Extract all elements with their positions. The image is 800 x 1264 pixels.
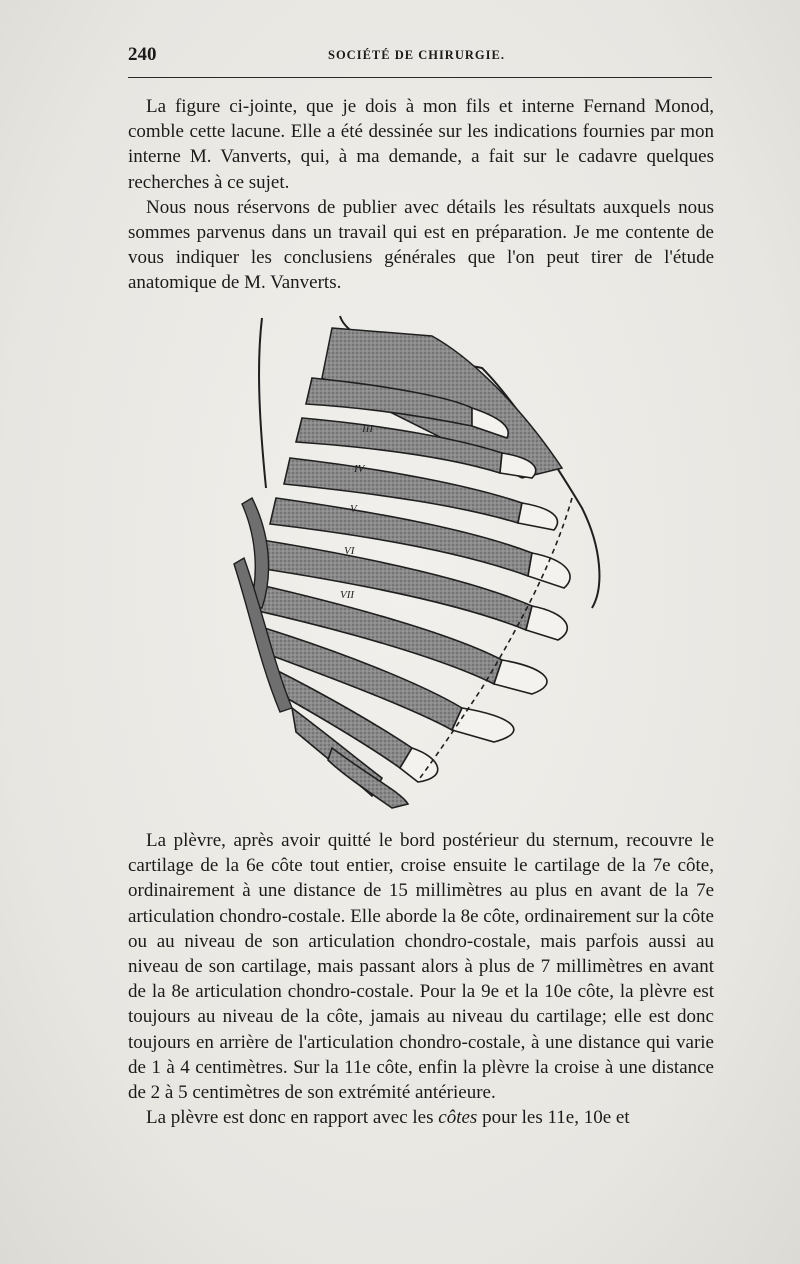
page-number: 240 xyxy=(128,44,157,65)
rib-cage-figure xyxy=(232,308,622,818)
last-line-italic: côtes xyxy=(438,1107,478,1129)
header-rule xyxy=(128,77,712,78)
text-block-top xyxy=(128,94,714,296)
rib-label: VII xyxy=(340,589,355,601)
text-block-bottom xyxy=(128,828,714,1130)
rib-cage-illustration xyxy=(232,308,622,818)
rib-label: IV xyxy=(354,463,365,475)
rib-label: VI xyxy=(344,545,355,557)
last-line-before: La plèvre est donc en rapport avec les xyxy=(146,1107,439,1129)
last-line xyxy=(128,1105,714,1130)
rib-label: V xyxy=(350,503,357,515)
rib-label: III xyxy=(362,423,373,435)
paragraph: La plèvre, après avoir quitté le bord postérieur du sternum, recouvre le cartilage de la 6e côte tout entier, croise ensuite le cartilage de la 7e côte, ordinairement à une distance de 15 millimètres au plus en avant de la 7e articulation chondro-costale. Elle aborde la 8e côte, ordinairement sur la côte ou au niveau de son articulation chondro-costale, mais parfois aussi au niveau de son cartilage, mais passant alors à plus de 7 millimètres en avant de la 8e articulation chondro-costale. Pour la 9e et la 10e côte, la plèvre est toujours au niveau de la côte, jamais au niveau du cartilage; elle est donc toujours en arrière de l'articulation chondro-costale, à une distance qui varie de 1 à 4 centimètres. Sur la 11e côte, enfin la plèvre la croise à une distance de 2 à 5 centimètres de son extrémité antérieure. xyxy=(128,830,714,1104)
page-header xyxy=(128,44,712,68)
last-line-after: pour les 11e, 10e et xyxy=(477,1107,630,1129)
running-title: SOCIÉTÉ DE CHIRURGIE. xyxy=(328,48,505,62)
paragraph: La figure ci-jointe, que je dois à mon fils et interne Fernand Monod, comble cette lacune. Elle a été dessinée sur les indications fournies par mon interne M. Vanverts, qui, à ma demande, a fait sur le cadavre quelques recherches à ce sujet. xyxy=(128,96,714,193)
paragraph: Nous nous réservons de publier avec détails les résultats auxquels nous sommes parvenus dans un travail qui est en préparation. Je me contente de vous indiquer les conclusiens générales que l'on peut tirer de l'étude anatomique de M. Vanverts. xyxy=(128,196,714,294)
